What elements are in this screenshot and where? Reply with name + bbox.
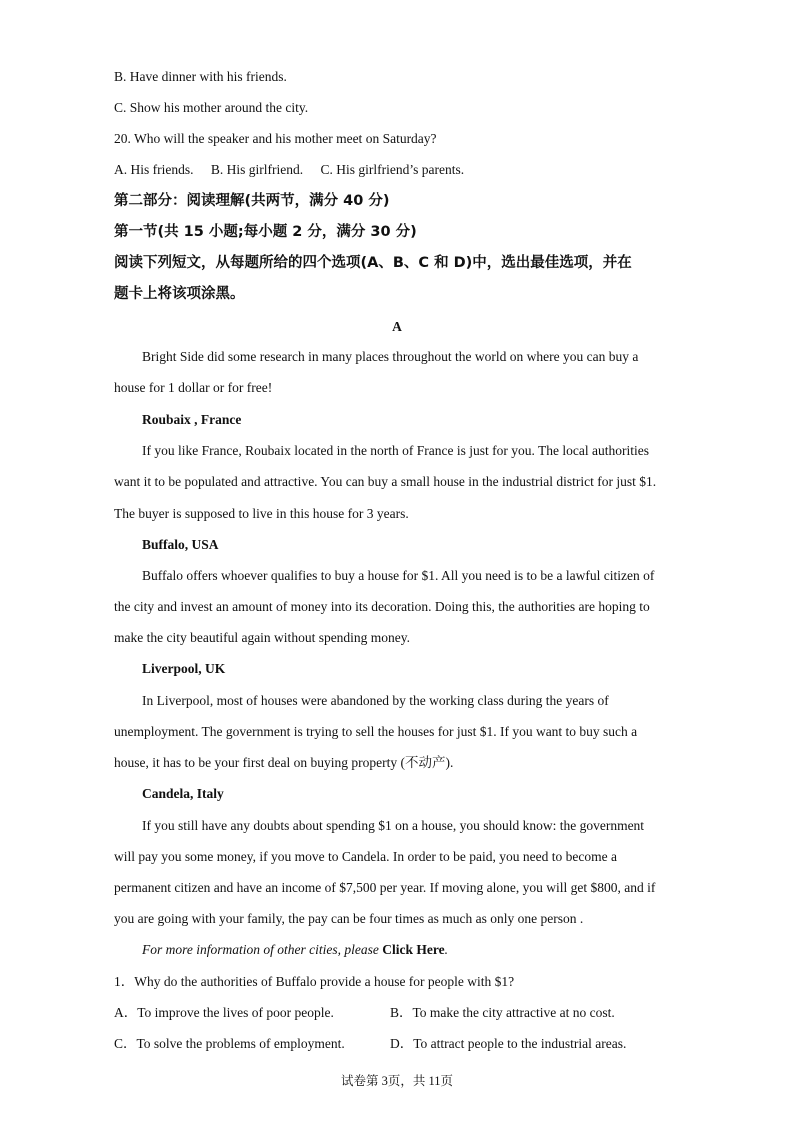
liverpool-title: Liverpool, UK <box>142 661 226 676</box>
more-info-end: . <box>444 942 448 957</box>
candela-line-3: permanent citizen and have an income of $7,500 per year. If moving alone, you will get $800, and if <box>114 880 656 895</box>
instruction-line-1: 阅读下列短文，从每题所给的四个选项(A、B、C 和 D)中，选出最佳选项，并在 <box>114 255 632 271</box>
q19-option-c: C. Show his mother around the city. <box>114 100 309 115</box>
passage-label: A <box>392 319 402 334</box>
part2-heading: 第二部分：阅读理解(共两节，满分 40 分) <box>114 193 390 209</box>
candela-line-4: you are going with your family, the pay can be four times as much as only one person . <box>114 911 584 926</box>
intro-line-1: Bright Side did some research in many places throughout the world on where you can buy a <box>142 349 639 364</box>
buffalo-title: Buffalo, USA <box>142 537 219 552</box>
q1-option-d: D．To attract people to the industrial areas. <box>390 1036 627 1051</box>
q1-option-c: C．To solve the problems of employment. <box>114 1036 345 1051</box>
liverpool-line-3: house, it has to be your first deal on buying property (不动产). <box>114 755 454 770</box>
q1-question: 1．Why do the authorities of Buffalo provide a house for people with $1? <box>114 974 515 989</box>
candela-line-2: will pay you some money, if you move to Candela. In order to be paid, you need to become a <box>114 849 617 864</box>
q20-question: 20. Who will the speaker and his mother meet on Saturday? <box>114 131 437 146</box>
q1-options-row-1 <box>114 1004 674 1022</box>
more-info-text: For more information of other cities, please <box>142 942 383 957</box>
roubaix-line-2: want it to be populated and attractive. You can buy a small house in the industrial district for just $1. <box>114 474 657 489</box>
q20-option-a: A. His friends. <box>114 162 194 177</box>
more-info-line <box>142 941 742 959</box>
buffalo-line-1: Buffalo offers whoever qualifies to buy a house for $1. All you need is to be a lawful citizen of <box>142 568 655 583</box>
q20-options <box>114 161 714 179</box>
buffalo-line-3: make the city beautiful again without spending money. <box>114 630 411 645</box>
section1-heading: 第一节(共 15 小题;每小题 2 分，满分 30 分) <box>114 224 417 240</box>
candela-line-1: If you still have any doubts about spending $1 on a house, you should know: the government <box>142 818 645 833</box>
buffalo-line-2: the city and invest an amount of money into its decoration. Doing this, the authorities are hoping to <box>114 599 650 614</box>
liverpool-line-2: unemployment. The government is trying to sell the houses for just $1. If you want to buy such a <box>114 724 638 739</box>
intro-line-2: house for 1 dollar or for free! <box>114 380 273 395</box>
roubaix-line-3: The buyer is supposed to live in this house for 3 years. <box>114 506 409 521</box>
click-here-link[interactable]: Click Here <box>382 942 445 957</box>
liverpool-line-1: In Liverpool, most of houses were abandoned by the working class during the years of <box>142 693 609 708</box>
q1-options-row-2 <box>114 1035 674 1053</box>
q1-option-b: B．To make the city attractive at no cost. <box>390 1005 615 1020</box>
q1-option-a: A．To improve the lives of poor people. <box>114 1005 334 1020</box>
roubaix-line-1: If you like France, Roubaix located in the north of France is just for you. The local authorities <box>142 443 649 458</box>
instruction-line-2: 题卡上将该项涂黑。 <box>114 286 245 302</box>
q20-option-b: B. His girlfriend. <box>210 162 304 177</box>
roubaix-title: Roubaix , France <box>142 412 242 427</box>
page-footer: 试卷第 3页，共 11页 <box>340 1074 454 1088</box>
q19-option-b: B. Have dinner with his friends. <box>114 69 287 84</box>
candela-title: Candela, Italy <box>142 786 224 801</box>
q20-option-c: C. His girlfriend’s parents. <box>320 162 465 177</box>
